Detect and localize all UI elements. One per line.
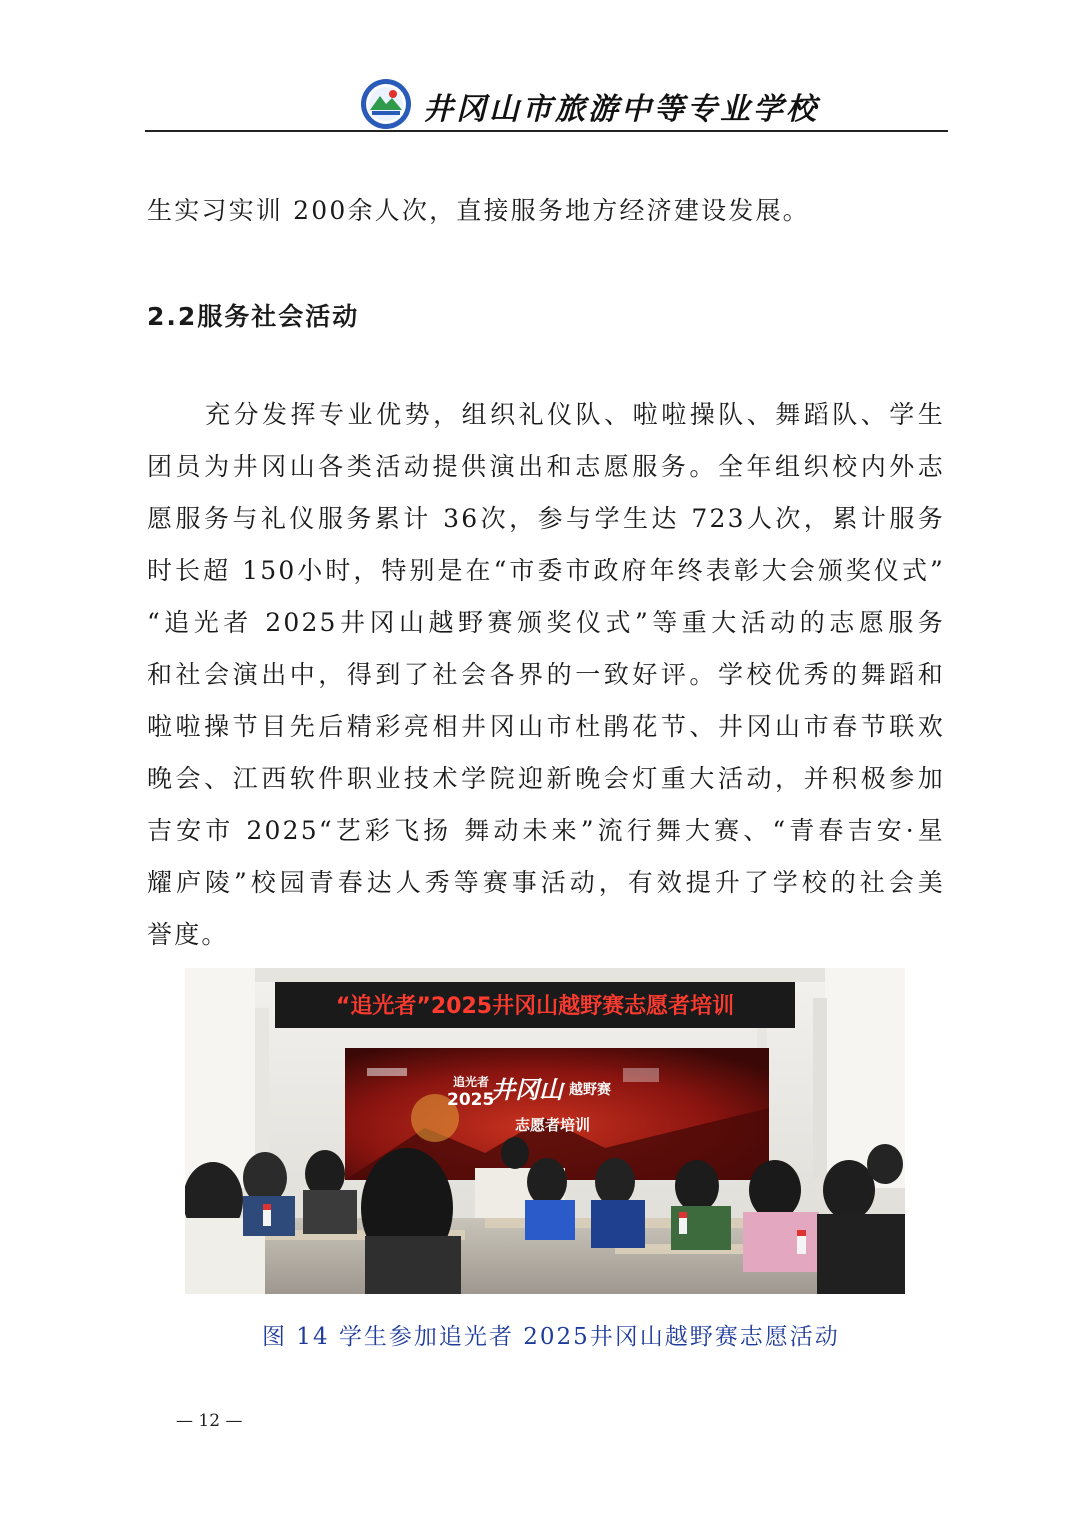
banner-text: “追光者”2025井冈山越野赛志愿者培训	[335, 994, 735, 1019]
text-line: 誉度。	[147, 920, 229, 949]
text-line: 和社会演出中，得到了社会各界的一致好评。学校优秀的舞蹈和	[147, 660, 945, 689]
screen-brand-text: 井冈山	[491, 1075, 563, 1104]
screen-year-text: 2025	[447, 1090, 495, 1110]
school-emblem-icon	[360, 78, 412, 130]
screen-event-text: 越野赛	[569, 1082, 611, 1098]
section-heading: 2.2服务社会活动	[147, 302, 360, 331]
figure-caption: 图 14 学生参加追光者 2025井冈山越野赛志愿活动	[262, 1324, 840, 1350]
text-line: 充分发挥专业优势，组织礼仪队、啦啦操队、舞蹈队、学生	[205, 400, 945, 429]
page-header	[145, 70, 948, 132]
photo-illustration	[185, 968, 905, 1294]
screen-subtitle-text: 志愿者培训	[515, 1116, 591, 1134]
text-line: 啦啦操节目先后精彩亮相井冈山市杜鹃花节、井冈山市春节联欢	[147, 712, 945, 741]
text-line: “追光者 2025井冈山越野赛颁奖仪式”等重大活动的志愿服务	[147, 608, 945, 637]
text-line: 时长超 150小时，特别是在“市委市政府年终表彰大会颁奖仪式”	[147, 556, 945, 585]
volunteer-training-photo	[185, 968, 905, 1294]
text-line: 吉安市 2025“艺彩飞扬 舞动未来”流行舞大赛、“青春吉安·星	[147, 816, 945, 845]
text-line: 晚会、江西软件职业技术学院迎新晚会灯重大活动，并积极参加	[147, 764, 945, 793]
text-line: 耀庐陵”校园青春达人秀等赛事活动，有效提升了学校的社会美	[147, 868, 945, 897]
text-line: 愿服务与礼仪服务累计 36次，参与学生达 723人次，累计服务	[147, 504, 945, 533]
page-number: — 12 —	[176, 1411, 243, 1431]
screen-title-text: 追光者	[453, 1075, 490, 1089]
text-line: 团员为井冈山各类活动提供演出和志愿服务。全年组织校内外志	[147, 452, 945, 481]
school-name: 井冈山市旅游中等专业学校	[423, 92, 819, 127]
text-line: 生实习实训 200余人次，直接服务地方经济建设发展。	[147, 196, 810, 225]
header-divider	[145, 130, 948, 132]
